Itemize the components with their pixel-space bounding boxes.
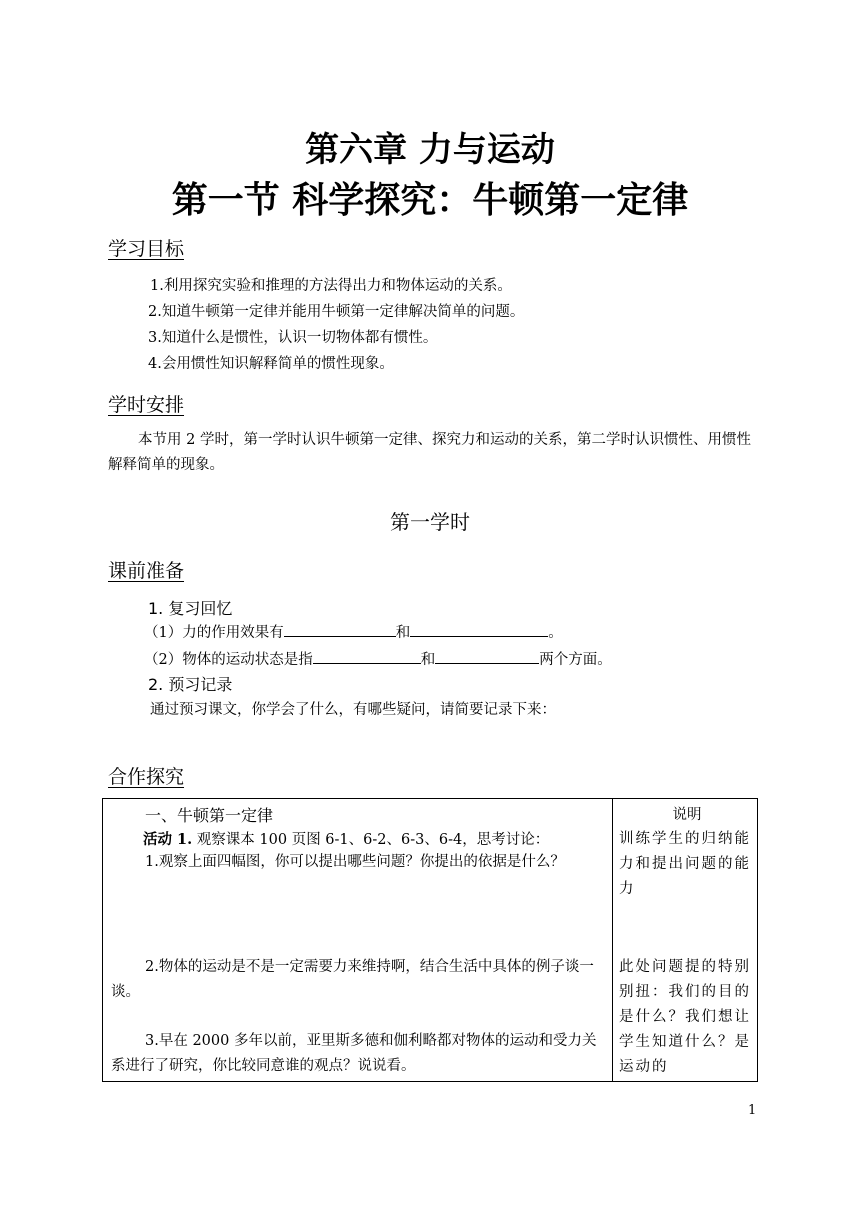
prep-heading: 课前准备 [108, 560, 185, 582]
question-2: 2.物体的运动是不是一定需要力来维持啊，结合生活中具体的例子谈一谈。 [111, 959, 594, 1000]
review-title: 1. 复习回忆 [148, 599, 233, 618]
goal-item: 1.利用探究实验和推理的方法得出力和物体运动的关系。 [150, 278, 512, 294]
question-text: （2）物体的运动状态是指 [144, 652, 313, 668]
activity-text: 观察课本 100 页图 6-1、6-2、6-3、6-4，思考讨论： [192, 832, 550, 848]
activity-line [143, 828, 549, 849]
answer-blank[interactable] [313, 649, 421, 664]
note-2: 此处问题提的特别别扭：我们的目的是什么？我们想让学生知道什么？是运动的 [619, 959, 751, 1075]
page-number: 1 [748, 1103, 757, 1118]
question-text: 和 [395, 625, 411, 641]
answer-blank[interactable] [410, 622, 548, 637]
goal-item: 4.会用惯性知识解释简单的惯性现象。 [148, 356, 394, 372]
section-title: 第一节 科学探究：牛顿第一定律 [171, 180, 689, 221]
chapter-title: 第六章 力与运动 [305, 130, 555, 170]
question-text: 和 [420, 652, 436, 668]
question-text: 两个方面。 [539, 652, 612, 668]
record-text: 通过预习课文，你学会了什么，有哪些疑问，请简要记录下来： [150, 702, 556, 718]
coop-heading: 合作探究 [108, 766, 185, 788]
goal-item: 2.知道牛顿第一定律并能用牛顿第一定律解决简单的问题。 [148, 304, 525, 320]
question-1: 1.观察上面四幅图，你可以提出哪些问题？你提出的依据是什么？ [145, 854, 565, 870]
note-1: 训练学生的归纳能力和提出问题的能力 [619, 831, 751, 897]
notes-header: 说明 [672, 807, 702, 823]
part-title: 一、牛顿第一定律 [145, 806, 274, 825]
coop-table [102, 798, 758, 1082]
column-divider [612, 799, 613, 1081]
goal-item: 3.知道什么是惯性，认识一切物体都有惯性。 [148, 330, 438, 346]
review-question-1 [144, 621, 563, 642]
review-question-2 [144, 648, 612, 669]
session-title: 第一学时 [390, 510, 470, 534]
schedule-text: 本节用 2 学时，第一学时认识牛顿第一定律、探究力和运动的关系，第二学时认识惯性、用惯性解释简单的现象。 [108, 432, 751, 473]
goals-heading: 学习目标 [108, 238, 185, 260]
question-text: 。 [548, 625, 563, 641]
question-3: 3.早在 2000 多年以前，亚里斯多德和伽利略都对物体的运动和受力关系进行了研究，你比较同意谁的观点？说说看。 [111, 1033, 597, 1074]
activity-label: 活动 1. [143, 831, 193, 848]
record-title: 2. 预习记录 [148, 675, 233, 694]
answer-blank[interactable] [435, 649, 539, 664]
schedule-heading: 学时安排 [108, 394, 185, 416]
question-text: （1）力的作用效果有 [144, 625, 284, 641]
answer-blank[interactable] [284, 622, 396, 637]
